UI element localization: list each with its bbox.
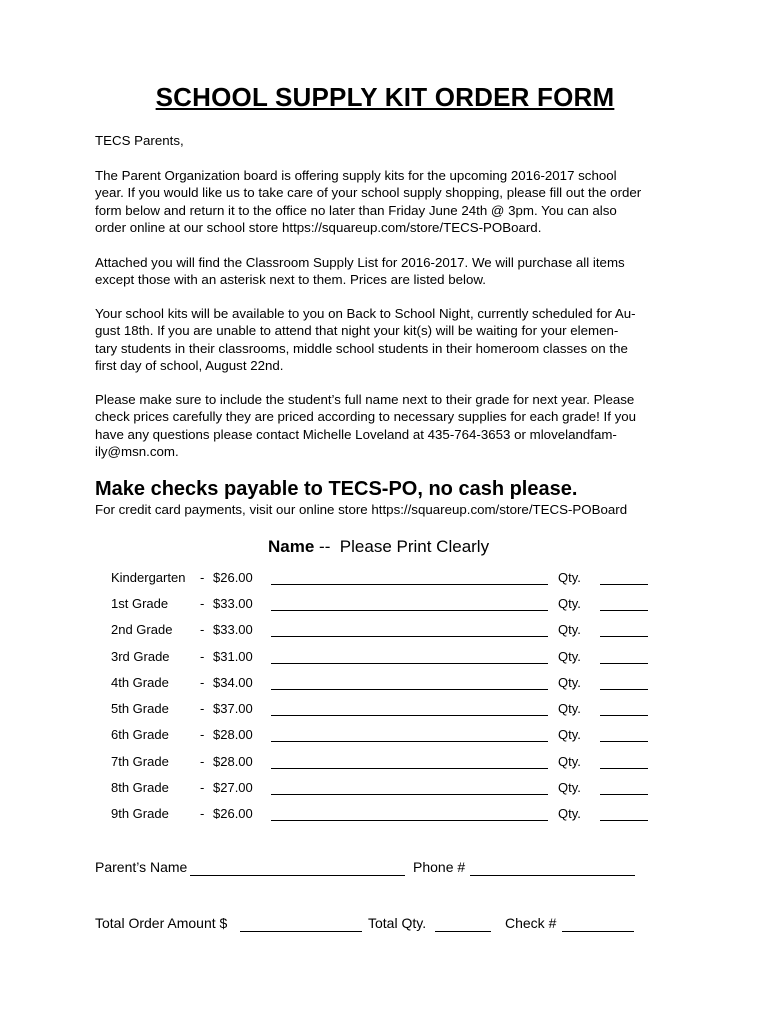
student-name-field[interactable]: [271, 584, 548, 585]
name-column-header: [268, 537, 489, 557]
grade-label: 2nd Grade: [111, 622, 173, 637]
grade-price: $33.00: [213, 622, 253, 637]
paragraph-line: tary students in their classrooms, middle school students in their homeroom classes on the: [95, 340, 628, 356]
grade-price: $34.00: [213, 675, 253, 690]
phone-field[interactable]: [470, 875, 635, 876]
grade-row-9th: [0, 806, 770, 828]
intro-paragraph: [95, 167, 685, 237]
student-name-field[interactable]: [271, 794, 548, 795]
grade-price: $28.00: [213, 727, 253, 742]
grade-dash: -: [200, 596, 205, 611]
paragraph-line: gust 18th. If you are unable to attend that night your kit(s) will be waiting for your elemen-: [95, 323, 619, 339]
grade-label: Kindergarten: [111, 570, 186, 585]
grade-dash: -: [200, 806, 205, 821]
student-name-field[interactable]: [271, 741, 548, 742]
supply-list-paragraph: [95, 254, 685, 289]
grade-label: 5th Grade: [111, 701, 169, 716]
grade-dash: -: [200, 570, 205, 585]
qty-label: Qty.: [558, 675, 581, 690]
paragraph-line: check prices carefully they are priced according to necessary supplies for each grade! If you: [95, 409, 637, 425]
grade-dash: -: [200, 649, 205, 664]
grade-row-3rd: [0, 649, 770, 671]
qty-label: Qty.: [558, 649, 581, 664]
grade-price: $37.00: [213, 701, 253, 716]
page-title: SCHOOL SUPPLY KIT ORDER FORM: [155, 82, 615, 112]
paragraph-line: The Parent Organization board is offering supply kits for the upcoming 2016-2017 school: [95, 168, 617, 183]
student-name-field[interactable]: [271, 636, 548, 637]
grade-label: 7th Grade: [111, 754, 169, 769]
qty-field[interactable]: [600, 584, 648, 585]
grade-label: 4th Grade: [111, 675, 169, 690]
qty-field[interactable]: [600, 715, 648, 716]
qty-field[interactable]: [600, 689, 648, 690]
qty-label: Qty.: [558, 622, 581, 637]
grade-label: 6th Grade: [111, 727, 169, 742]
qty-label: Qty.: [558, 754, 581, 769]
grade-row-1st: [0, 596, 770, 618]
qty-field[interactable]: [600, 610, 648, 611]
grade-label: 1st Grade: [111, 596, 169, 611]
paragraph-line: Your school kits will be available to you on Back to School Night, currently scheduled for Au-: [95, 306, 636, 321]
qty-field[interactable]: [600, 768, 648, 769]
qty-label: Qty.: [558, 780, 581, 795]
paragraph-line: have any questions please contact Michelle Loveland at 435-764-3653 or mlovelandfam-: [95, 426, 617, 442]
grade-row-6th: [0, 727, 770, 749]
checks-heading: Make checks payable to TECS-PO, no cash please.: [95, 478, 578, 500]
greeting-text: TECS Parents,: [95, 133, 184, 148]
student-name-field[interactable]: [271, 689, 548, 690]
grade-row-7th: [0, 754, 770, 776]
grade-row-8th: [0, 780, 770, 802]
total-order-amount-label: Total Order Amount $: [95, 915, 228, 931]
total-qty-field[interactable]: [435, 931, 491, 932]
qty-field[interactable]: [600, 663, 648, 664]
qty-field[interactable]: [600, 636, 648, 637]
parents-name-label: Parent’s Name: [95, 859, 188, 875]
grade-price: $26.00: [213, 570, 253, 585]
grade-dash: -: [200, 701, 205, 716]
paragraph-line: except those with an asterisk next to them. Prices are listed below.: [95, 272, 486, 288]
qty-label: Qty.: [558, 701, 581, 716]
grade-price: $26.00: [213, 806, 253, 821]
paragraph-line: order online at our school store https://squareup.com/store/TECS-POBoard.: [95, 220, 542, 236]
paragraph-line: Attached you will find the Classroom Supply List for 2016-2017. We will purchase all items: [95, 255, 625, 270]
qty-field[interactable]: [600, 820, 648, 821]
credit-card-note: For credit card payments, visit our online store https://squareup.com/store/TECS-POBoard: [95, 502, 628, 517]
greeting: [95, 132, 685, 149]
grade-row-4th: [0, 675, 770, 697]
grade-row-5th: [0, 701, 770, 723]
grade-price: $33.00: [213, 596, 253, 611]
student-name-field[interactable]: [271, 610, 548, 611]
student-name-field[interactable]: [271, 768, 548, 769]
name-header-rest: -- Please Print Clearly: [314, 537, 490, 556]
paragraph-line: ily@msn.com.: [95, 444, 179, 460]
student-name-field[interactable]: [271, 663, 548, 664]
grade-row-kindergarten: [0, 570, 770, 592]
grade-dash: -: [200, 727, 205, 742]
paragraph-line: form below and return it to the office no later than Friday June 24th @ 3pm. You can also: [95, 202, 617, 218]
qty-label: Qty.: [558, 727, 581, 742]
instructions-paragraph: [95, 391, 685, 461]
grade-price: $27.00: [213, 780, 253, 795]
grade-dash: -: [200, 780, 205, 795]
name-header-bold: Name: [268, 537, 315, 556]
qty-label: Qty.: [558, 596, 581, 611]
grade-dash: -: [200, 622, 205, 637]
student-name-field[interactable]: [271, 715, 548, 716]
paragraph-line: Please make sure to include the student’s full name next to their grade for next year. Please: [95, 392, 635, 407]
student-name-field[interactable]: [271, 820, 548, 821]
check-number-label: Check #: [505, 915, 557, 931]
check-number-field[interactable]: [562, 931, 634, 932]
qty-label: Qty.: [558, 570, 581, 585]
grade-price: $28.00: [213, 754, 253, 769]
paragraph-line: year. If you would like us to take care of your school supply shopping, please fill out the order: [95, 185, 642, 201]
qty-field[interactable]: [600, 794, 648, 795]
paragraph-line: first day of school, August 22nd.: [95, 358, 284, 374]
qty-label: Qty.: [558, 806, 581, 821]
grade-label: 8th Grade: [111, 780, 169, 795]
parents-name-field[interactable]: [190, 875, 405, 876]
grade-dash: -: [200, 754, 205, 769]
qty-field[interactable]: [600, 741, 648, 742]
pickup-paragraph: [95, 305, 685, 375]
phone-label: Phone #: [413, 859, 466, 875]
grade-price: $31.00: [213, 649, 253, 664]
grade-row-2nd: [0, 622, 770, 644]
total-qty-label: Total Qty.: [368, 915, 427, 931]
grade-label: 3rd Grade: [111, 649, 170, 664]
grade-label: 9th Grade: [111, 806, 169, 821]
grade-dash: -: [200, 675, 205, 690]
total-order-amount-field[interactable]: [240, 931, 362, 932]
